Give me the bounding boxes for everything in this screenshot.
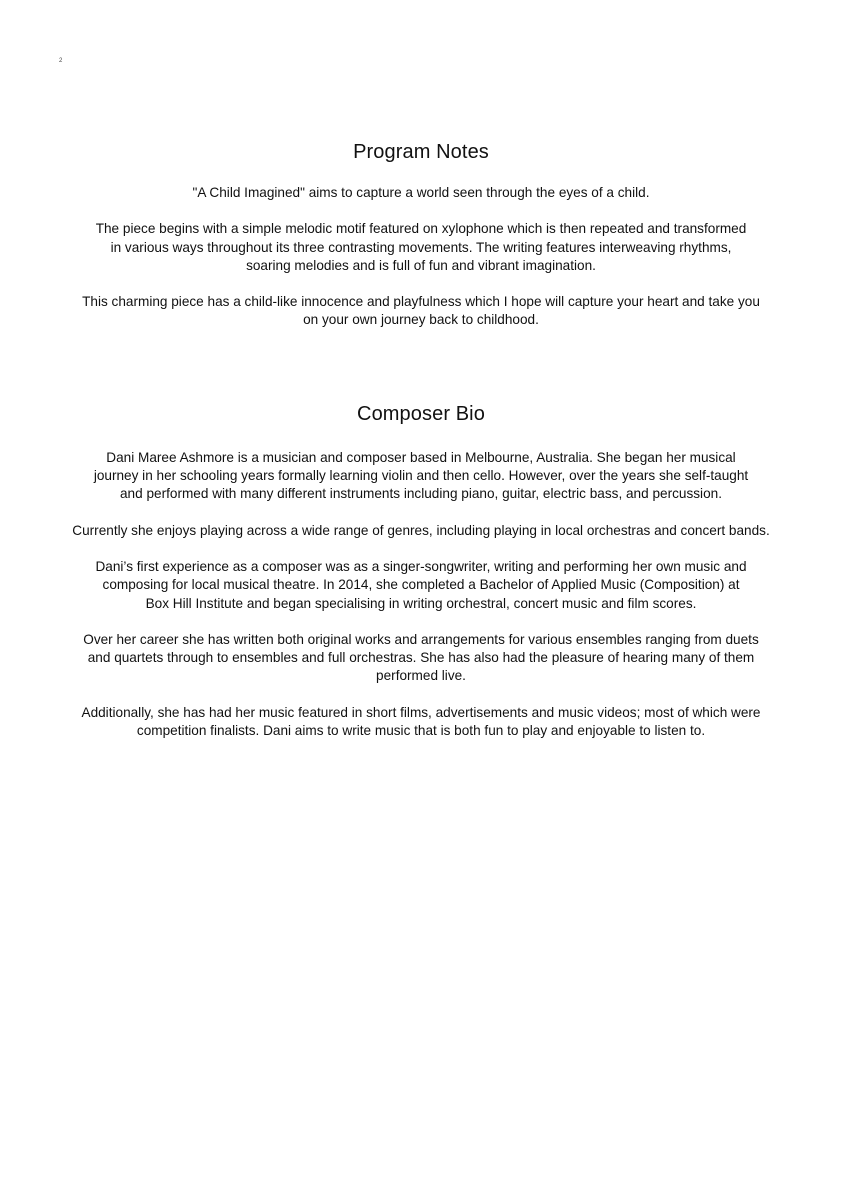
program-notes-paragraph: This charming piece has a child-like innocence and playfulness which I hope will capture your heart and take you on your own journey back to childhood.	[82, 294, 760, 328]
composer-bio-section	[40, 402, 802, 758]
program-notes-section	[40, 140, 802, 348]
program-notes-title: Program Notes	[353, 141, 489, 163]
composer-bio-paragraph: Additionally, she has had her music featured in short films, advertisements and music videos; most of which were competition finalists. Dani aims to write music that is both fun to play and enjoyable to listen to.	[81, 704, 761, 738]
program-notes-paragraph: The piece begins with a simple melodic motif featured on xylophone which is then repeated and transformed in various ways throughout its three contrasting movements. The writing features interweaving rhythms, soaring melodies and is full of fun and vibrant imagination.	[95, 221, 747, 273]
composer-bio-paragraph: Over her career she has written both original works and arrangements for various ensembles ranging from duets and quartets through to ensembles and full orchestras. She has also had the pleasure of hearing many of them performed live.	[83, 631, 759, 684]
composer-bio-paragraph: Dani’s first experience as a composer was as a singer-songwriter, writing and performing her own music and composing for local musical theatre. In 2014, she completed a Bachelor of Applied Music (Composition) at Box Hill Institute and began specialising in writing orchestral, concert music and film scores.	[95, 559, 747, 611]
composer-bio-paragraph: Currently she enjoys playing across a wide range of genres, including playing in local orchestras and concert bands.	[72, 522, 770, 538]
page-number: 2	[59, 58, 63, 64]
composer-bio-paragraph: Dani Maree Ashmore is a musician and composer based in Melbourne, Australia. She began her musical journey in her schooling years formally learning violin and then cello. However, over the years she self-taught and performed with many different instruments including piano, guitar, electric bass, and percussion.	[93, 450, 749, 502]
program-notes-paragraph: "A Child Imagined" aims to capture a world seen through the eyes of a child.	[192, 185, 650, 200]
composer-bio-title: Composer Bio	[357, 403, 485, 425]
